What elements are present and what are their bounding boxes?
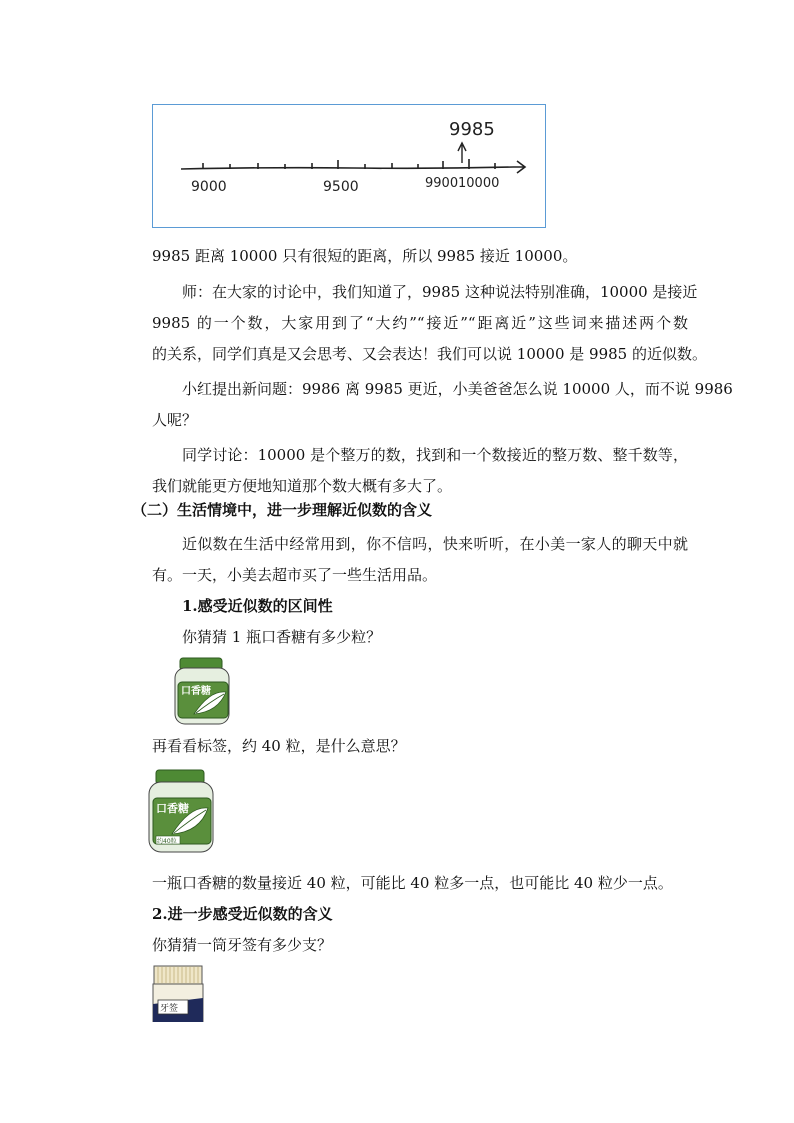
question-3: 你猜猜一筒牙签有多少支？ [152,936,333,954]
paragraph-6: 一瓶口香糖的数量接近 40 粒，可能比 40 粒多一点，也可能比 40 粒少一点。 [152,874,673,892]
section-2-title: （二）生活情境中，进一步理解近似数的含义 [132,501,433,519]
gum-bottle-icon [172,656,234,726]
gum-label: 口香糖 [156,802,189,815]
paragraph-5-line-2: 有。一天，小美去超市买了一些生活用品。 [152,566,438,584]
question-1: 你猜猜 1 瓶口香糖有多少粒？ [182,628,382,646]
axis-line [181,167,513,169]
number-line-figure [152,104,546,228]
subsection-1-title: 1.感受近似数的区间性 [182,597,333,615]
gum-bottle-image-2 [146,768,218,854]
question-2: 再看看标签，约 40 粒，是什么意思？ [152,737,406,755]
number-line-svg [153,105,547,229]
gum-bottle-image-1 [172,656,234,726]
subsection-2-title: 2.进一步感受近似数的含义 [152,905,333,923]
marker-label: 9985 [449,119,495,140]
toothpick-icon [150,964,206,1022]
label-9900: 9900 [425,176,459,191]
paragraph-2-line-2: 9985 的一个数，大家用到了“大约”“接近”“距离近”这些词来描述两个数 [152,314,688,332]
marker-arrow [458,143,466,163]
label-10000: 10000 [458,176,500,191]
toothpick-image [150,964,206,1022]
paragraph-2-line-3: 的关系，同学们真是又会思考、又会表达！我们可以说 10000 是 9985 的近似数。 [152,345,707,363]
axis-arrow [513,161,525,173]
paragraph-5-line-1: 近似数在生活中经常用到，你不信吗，快来听听，在小美一家人的聊天中就 [182,535,688,553]
toothpick-label: 牙签 [160,1004,179,1014]
gum-count-label: 约40粒 [157,838,177,845]
paragraph-3-line-2: 人呢？ [152,411,198,429]
paragraph-1: 9985 距离 10000 只有很短的距离，所以 9985 接近 10000。 [152,247,578,265]
label-9500: 9500 [323,179,359,195]
gum-label: 口香糖 [181,686,211,697]
gum-bottle-icon [146,768,218,854]
paragraph-4-line-2: 我们就能更方便地知道那个数大概有多大了。 [152,477,453,495]
label-9000: 9000 [191,179,227,195]
paragraph-2-line-1: 师：在大家的讨论中，我们知道了，9985 这种说法特别准确，10000 是接近 [182,283,698,301]
paragraph-3-line-1: 小红提出新问题：9986 离 9985 更近，小美爸爸怎么说 10000 人，而不说 9986 [182,380,733,398]
paragraph-4-line-1: 同学讨论：10000 是个整万的数，找到和一个数接近的整万数、整千数等， [182,446,688,464]
